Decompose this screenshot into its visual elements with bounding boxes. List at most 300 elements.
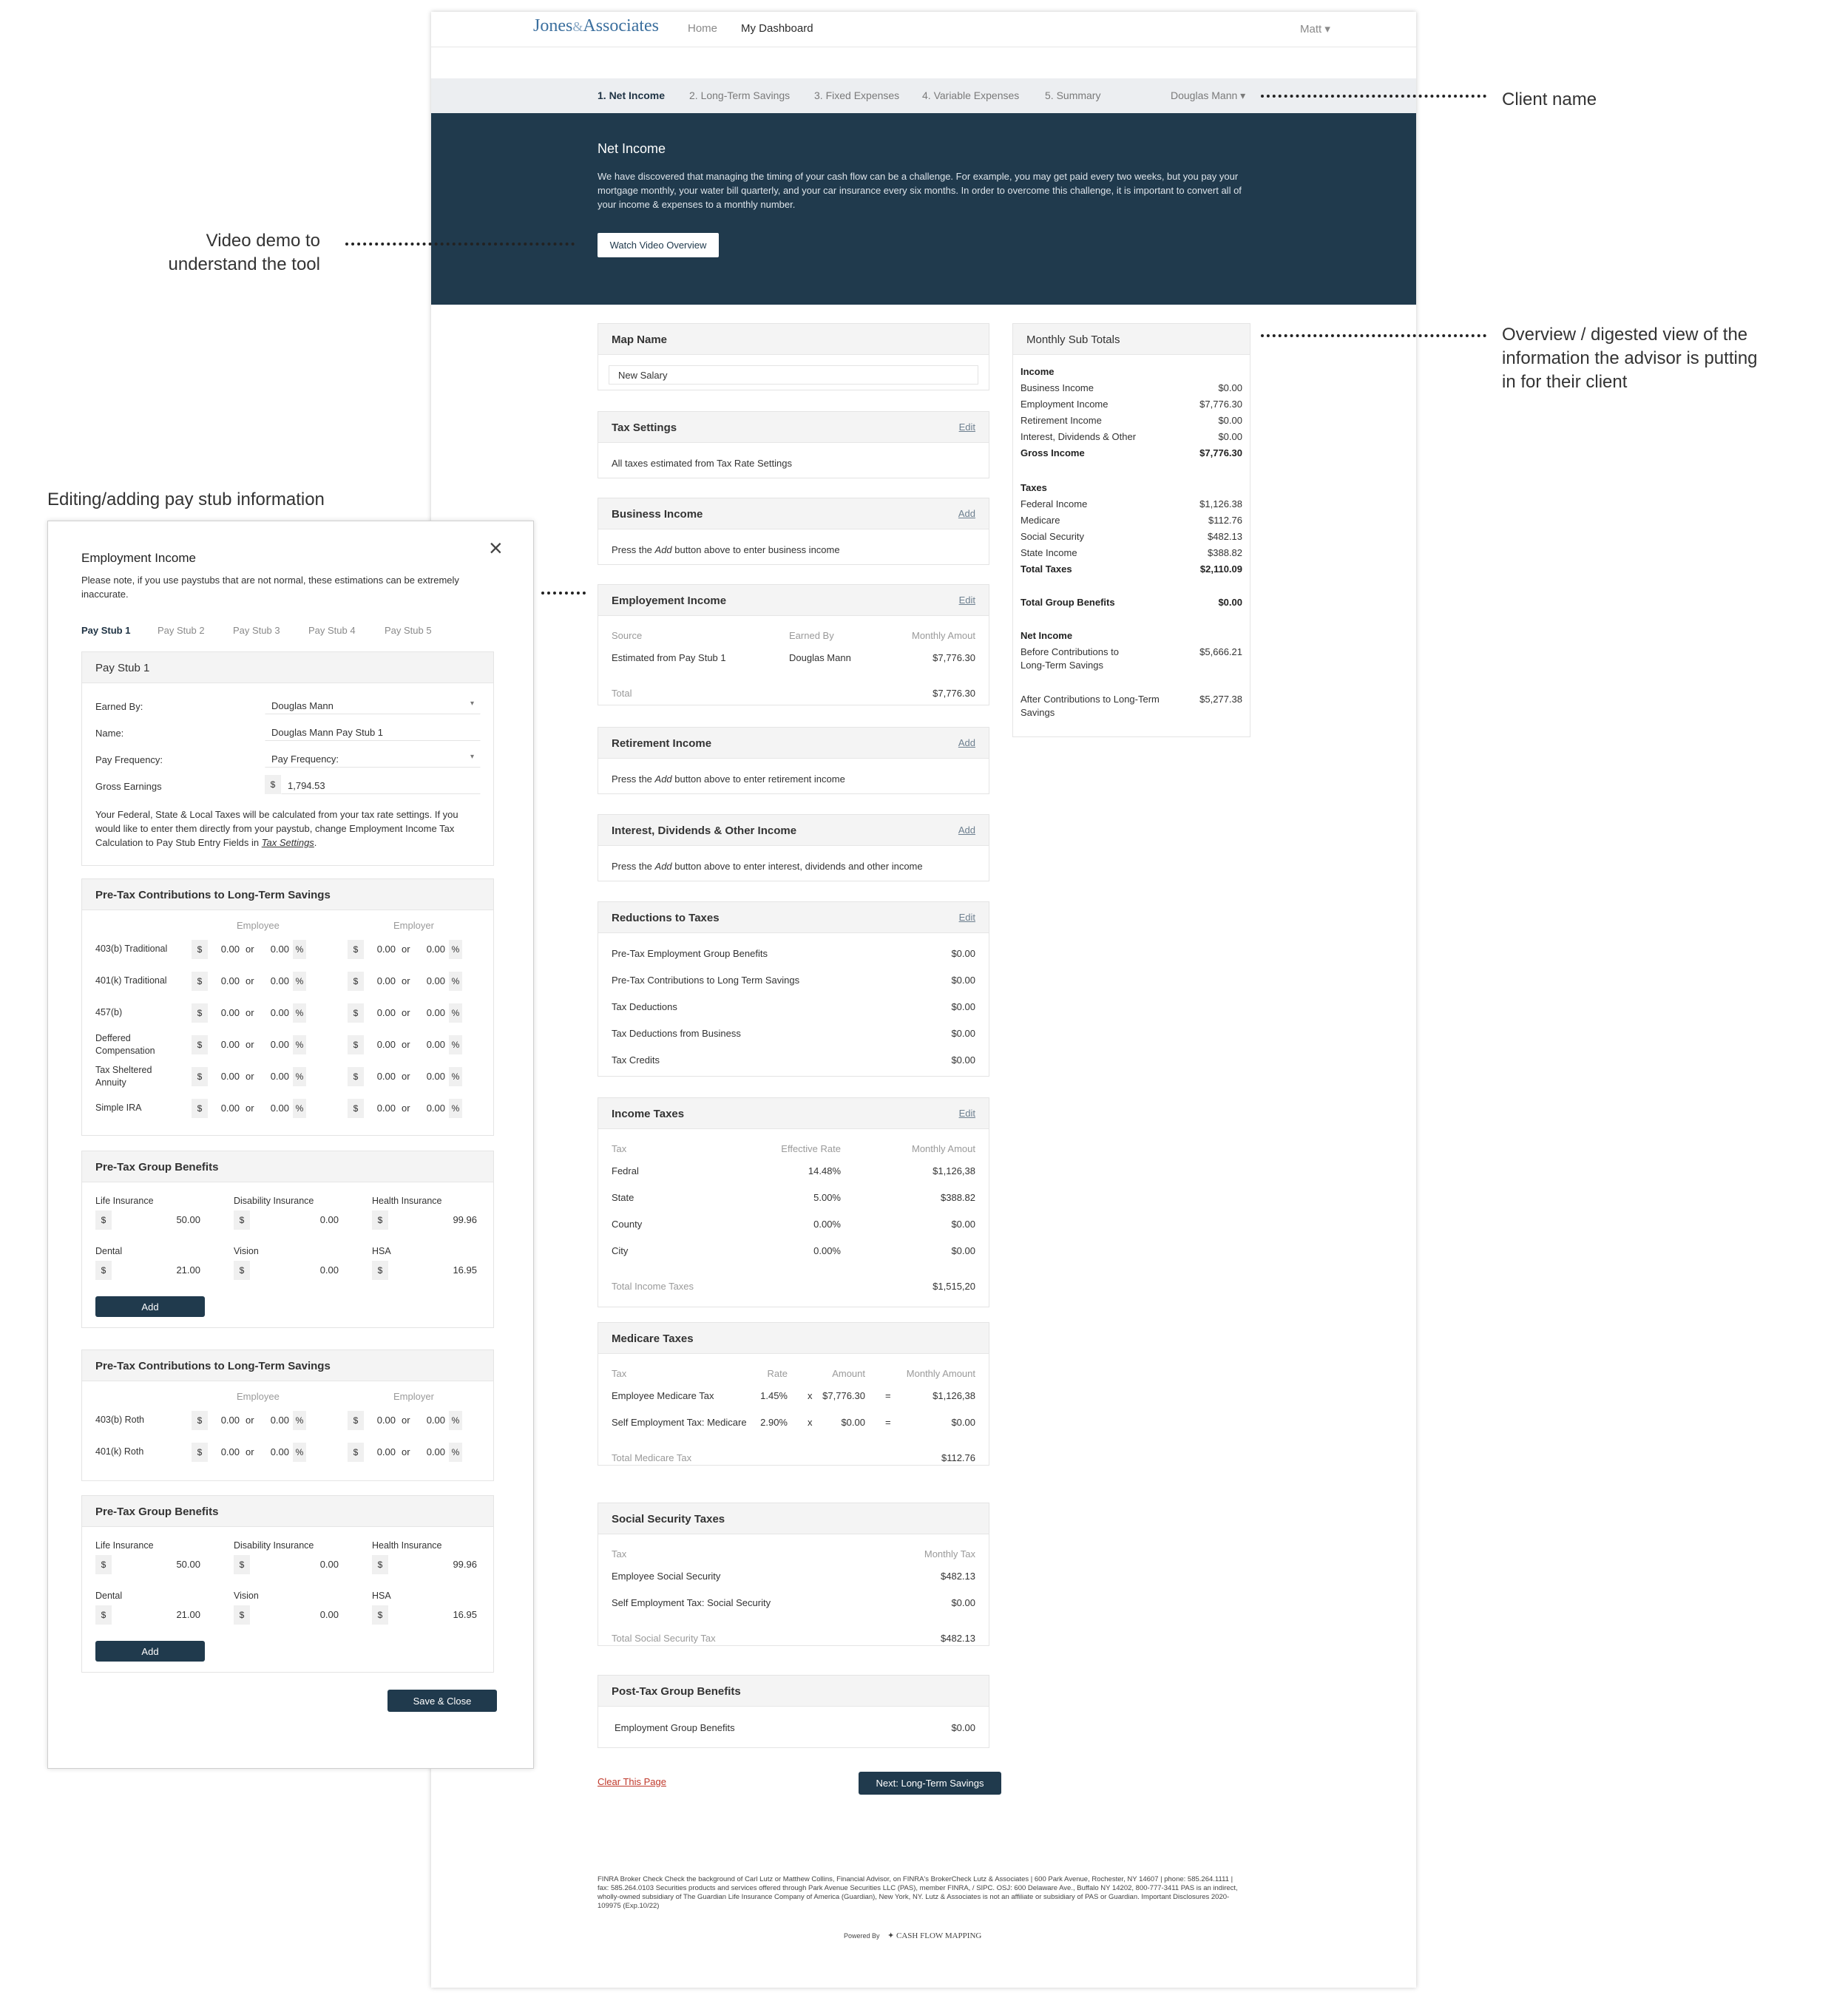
card-title: Pre-Tax Contributions to Long-Term Savings bbox=[95, 889, 331, 901]
annotation-connector bbox=[1261, 334, 1486, 337]
annotation-video: Video demo to understand the tool bbox=[168, 231, 320, 274]
top-nav bbox=[431, 12, 1416, 47]
annotation-connector bbox=[541, 592, 586, 595]
or-label: or bbox=[402, 975, 410, 986]
subtotal-label: Retirement Income bbox=[1021, 415, 1102, 426]
employer-amount-input[interactable]: 0.00 bbox=[376, 1446, 396, 1457]
card-title: Retirement Income bbox=[612, 737, 712, 750]
card-title: Reductions to Taxes bbox=[612, 912, 720, 924]
col-header: Employer bbox=[393, 1391, 434, 1402]
net-before-label: Before Contributions to bbox=[1021, 646, 1119, 657]
benefit-amount-input[interactable]: 0.00 bbox=[319, 1214, 339, 1225]
tax-settings-text: All taxes estimated from Tax Rate Settings bbox=[612, 458, 792, 469]
benefit-amount-input[interactable]: 50.00 bbox=[176, 1214, 200, 1225]
modal-title: Employment Income bbox=[81, 551, 196, 565]
percent-suffix: % bbox=[449, 1003, 462, 1023]
annotation-overview: Overview / digested view of the information the advisor is putting in for their client bbox=[1502, 325, 1758, 392]
or-label: or bbox=[402, 1103, 410, 1114]
step-variable-expenses[interactable]: 4. Variable Expenses bbox=[922, 89, 1020, 101]
dollar-prefix: $ bbox=[348, 1411, 364, 1430]
subtotal-label: Interest, Dividends & Other bbox=[1021, 431, 1137, 442]
dollar-prefix: $ bbox=[372, 1261, 388, 1280]
employer-amount-input[interactable]: 0.00 bbox=[376, 944, 396, 955]
benefit-label: Disability Insurance bbox=[234, 1196, 314, 1206]
percent-suffix: % bbox=[449, 940, 462, 959]
dollar-prefix: $ bbox=[265, 775, 281, 794]
or-label: or bbox=[246, 1071, 254, 1082]
subtotal-value: $0.00 bbox=[1218, 382, 1242, 393]
step-fixed-expenses[interactable]: 3. Fixed Expenses bbox=[814, 89, 900, 101]
or-label: or bbox=[402, 1415, 410, 1426]
or-label: or bbox=[246, 1039, 254, 1050]
annotation-connector bbox=[345, 243, 575, 245]
tax-settings-link[interactable]: Tax Settings bbox=[261, 837, 314, 848]
multiply-sign: x bbox=[808, 1390, 813, 1401]
reductions-card bbox=[598, 901, 989, 1077]
tax-amount: $1,126,38 bbox=[933, 1165, 975, 1176]
employer-amount-input[interactable]: 0.00 bbox=[376, 1039, 396, 1050]
employer-amount-input[interactable]: 0.00 bbox=[376, 975, 396, 986]
tab-pay-stub-4[interactable]: Pay Stub 4 bbox=[308, 625, 356, 636]
reduction-value: $0.00 bbox=[951, 1028, 975, 1039]
total-value: $7,776.30 bbox=[933, 688, 975, 699]
total-value: $1,515,20 bbox=[933, 1281, 975, 1292]
reduction-value: $0.00 bbox=[951, 1001, 975, 1012]
chevron-down-icon: ▾ bbox=[470, 700, 474, 708]
employee-percent-input[interactable]: 0.00 bbox=[270, 1071, 289, 1082]
employee-percent-input[interactable]: 0.00 bbox=[270, 975, 289, 986]
total-label: Total bbox=[612, 688, 632, 699]
net-before-label-2: Long-Term Savings bbox=[1021, 660, 1103, 671]
tax-calculation-note: Your Federal, State & Local Taxes will be calculated from your tax rate settings. If you would like to enter them directly from your paystub, change Employment Income Tax Calculation to Pay Stub Entry Fields in Tax Settings. bbox=[95, 809, 458, 848]
employer-percent-input[interactable]: 0.00 bbox=[426, 944, 445, 955]
or-label: or bbox=[402, 1071, 410, 1082]
total-label: Total Medicare Tax bbox=[612, 1452, 692, 1463]
benefit-amount-input[interactable]: 16.95 bbox=[453, 1264, 477, 1276]
monthly-subtotals-card bbox=[1012, 323, 1250, 737]
tax-amount: $0.00 bbox=[841, 1417, 865, 1428]
col-header: Tax bbox=[612, 1368, 627, 1379]
hero-banner bbox=[431, 113, 1416, 305]
percent-suffix: % bbox=[293, 940, 306, 959]
nav-dashboard[interactable]: My Dashboard bbox=[741, 22, 813, 35]
employment-edit-link[interactable]: Edit bbox=[958, 595, 975, 606]
business-add-link[interactable]: Add bbox=[958, 508, 975, 519]
close-icon[interactable]: × bbox=[489, 535, 503, 561]
employee-amount-input[interactable]: 0.00 bbox=[220, 975, 240, 986]
tax-rate: 1.45% bbox=[760, 1390, 788, 1401]
user-menu[interactable]: Matt ▾ bbox=[1300, 23, 1330, 35]
reduction-label: Pre-Tax Employment Group Benefits bbox=[612, 948, 768, 959]
tax-amount: $388.82 bbox=[941, 1192, 975, 1203]
tax-amount: $0.00 bbox=[951, 1219, 975, 1230]
map-name-card bbox=[598, 323, 989, 390]
total-value: $112.76 bbox=[941, 1452, 975, 1463]
col-header: Monthly Amount bbox=[906, 1368, 975, 1379]
tax-monthly: $1,126,38 bbox=[933, 1390, 975, 1401]
total-label: Total Social Security Tax bbox=[612, 1633, 716, 1644]
employee-amount-input[interactable]: 0.00 bbox=[220, 1071, 240, 1082]
card-title: Interest, Dividends & Other Income bbox=[612, 824, 797, 837]
employer-percent-input[interactable]: 0.00 bbox=[426, 1039, 445, 1050]
subtotal-label: Employment Income bbox=[1021, 399, 1109, 410]
gross-income-label: Gross Income bbox=[1021, 447, 1085, 458]
gross-earnings-input[interactable]: 1,794.53 bbox=[281, 775, 481, 794]
employee-percent-input[interactable]: 0.00 bbox=[270, 944, 289, 955]
amount-cell: $7,776.30 bbox=[933, 652, 975, 663]
employee-percent-input[interactable]: 0.00 bbox=[270, 1415, 289, 1426]
dollar-prefix: $ bbox=[234, 1210, 250, 1230]
contribution-label: Tax Sheltered bbox=[95, 1065, 152, 1075]
dollar-prefix: $ bbox=[192, 972, 208, 991]
reduction-label: Tax Credits bbox=[612, 1054, 660, 1066]
or-label: or bbox=[402, 1446, 410, 1457]
or-label: or bbox=[402, 1039, 410, 1050]
dollar-prefix: $ bbox=[192, 940, 208, 959]
pay-stub-card bbox=[81, 651, 494, 866]
annotation-connector bbox=[1261, 95, 1486, 98]
contribution-label: 457(b) bbox=[95, 1007, 123, 1017]
card-title: Medicare Taxes bbox=[612, 1332, 694, 1345]
subtotal-label: State Income bbox=[1021, 547, 1077, 558]
subtotal-value: $112.76 bbox=[1208, 515, 1242, 526]
tax-label: Self Employment Tax: Social Security bbox=[612, 1597, 771, 1608]
contribution-label: Simple IRA bbox=[95, 1103, 142, 1113]
employee-amount-input[interactable]: 0.00 bbox=[220, 1415, 240, 1426]
benefit-label: Dental bbox=[95, 1591, 123, 1601]
benefit-label: Health Insurance bbox=[372, 1540, 442, 1551]
contribution-label: 403(b) Roth bbox=[95, 1415, 145, 1425]
business-income-card bbox=[598, 498, 989, 565]
powered-by-label: Powered By bbox=[844, 1932, 880, 1940]
card-title: Pay Stub 1 bbox=[95, 662, 150, 674]
dollar-prefix: $ bbox=[95, 1605, 112, 1625]
benefit-amount-input[interactable]: 0.00 bbox=[319, 1559, 339, 1570]
dollar-prefix: $ bbox=[192, 1099, 208, 1118]
card-title: Pre-Tax Contributions to Long-Term Savings bbox=[95, 1360, 331, 1372]
card-title: Employement Income bbox=[612, 595, 727, 607]
dollar-prefix: $ bbox=[192, 1067, 208, 1086]
employee-amount-input[interactable]: 0.00 bbox=[220, 1103, 240, 1114]
percent-suffix: % bbox=[293, 1003, 306, 1023]
col-header: Employee bbox=[237, 920, 280, 931]
benefit-amount-input[interactable]: 21.00 bbox=[176, 1609, 200, 1620]
save-close-button[interactable]: Save & Close bbox=[387, 1690, 497, 1712]
tax-settings-card bbox=[598, 411, 989, 478]
dollar-prefix: $ bbox=[192, 1003, 208, 1023]
source-cell: Estimated from Pay Stub 1 bbox=[612, 652, 726, 663]
map-name-input[interactable] bbox=[609, 365, 978, 385]
col-header: Rate bbox=[767, 1368, 788, 1379]
benefit-amount-input[interactable]: 0.00 bbox=[319, 1264, 339, 1276]
client-selector[interactable]: Douglas Mann ▾ bbox=[1171, 89, 1246, 101]
dollar-prefix: $ bbox=[348, 940, 364, 959]
annotation-client-name: Client name bbox=[1502, 89, 1597, 109]
retirement-add-link[interactable]: Add bbox=[958, 737, 975, 748]
tab-pay-stub-5[interactable]: Pay Stub 5 bbox=[385, 625, 432, 636]
section-heading: Net Income bbox=[1021, 630, 1073, 641]
employee-amount-input[interactable]: 0.00 bbox=[220, 1446, 240, 1457]
earned-by-select[interactable]: Douglas Mann ▾ bbox=[265, 695, 481, 714]
field-label: Gross Earnings bbox=[95, 781, 162, 792]
percent-suffix: % bbox=[293, 1411, 306, 1430]
dollar-prefix: $ bbox=[234, 1261, 250, 1280]
dollar-prefix: $ bbox=[192, 1443, 208, 1462]
percent-suffix: % bbox=[449, 1035, 462, 1054]
pay-stub-name-input[interactable]: Douglas Mann Pay Stub 1 bbox=[265, 722, 481, 741]
section-heading: Taxes bbox=[1021, 482, 1047, 493]
contribution-label: 401(k) Traditional bbox=[95, 975, 167, 986]
benefit-label: Life Insurance bbox=[95, 1196, 154, 1206]
benefit-label: Employment Group Benefits bbox=[615, 1722, 735, 1733]
subtotal-value: $388.82 bbox=[1208, 547, 1242, 558]
field-label: Name: bbox=[95, 728, 124, 739]
or-label: or bbox=[246, 975, 254, 986]
reduction-label: Tax Deductions from Business bbox=[612, 1028, 741, 1039]
col-header: Monthly Amout bbox=[912, 630, 975, 641]
card-title: Pre-Tax Group Benefits bbox=[95, 1161, 219, 1174]
percent-suffix: % bbox=[293, 1443, 306, 1462]
income-taxes-edit-link[interactable]: Edit bbox=[958, 1108, 975, 1119]
tax-rate: 2.90% bbox=[760, 1417, 788, 1428]
multiply-sign: x bbox=[808, 1417, 813, 1428]
employer-amount-input[interactable]: 0.00 bbox=[376, 1071, 396, 1082]
employer-percent-input[interactable]: 0.00 bbox=[426, 1103, 445, 1114]
subtotal-value: $7,776.30 bbox=[1199, 399, 1242, 410]
subtotal-label: Business Income bbox=[1021, 382, 1094, 393]
percent-suffix: % bbox=[293, 1035, 306, 1054]
or-label: or bbox=[246, 1007, 254, 1018]
employee-amount-input[interactable]: 0.00 bbox=[220, 1007, 240, 1018]
chevron-down-icon: ▾ bbox=[470, 753, 474, 761]
contribution-label-2: Compensation bbox=[95, 1046, 155, 1056]
subtotal-value: $0.00 bbox=[1218, 431, 1242, 442]
percent-suffix: % bbox=[449, 1443, 462, 1462]
percent-suffix: % bbox=[449, 1067, 462, 1086]
add-benefit-button[interactable]: Add bbox=[95, 1296, 205, 1317]
brand-logo[interactable]: Jones&Associates bbox=[533, 16, 660, 35]
tab-pay-stub-2[interactable]: Pay Stub 2 bbox=[158, 625, 205, 636]
tax-amount: $0.00 bbox=[951, 1245, 975, 1256]
tax-label: City bbox=[612, 1245, 629, 1256]
col-header: Employee bbox=[237, 1391, 280, 1402]
benefit-label: HSA bbox=[372, 1591, 391, 1601]
card-title: Income Taxes bbox=[612, 1108, 685, 1120]
benefit-label: Dental bbox=[95, 1246, 123, 1256]
social-security-card bbox=[598, 1503, 989, 1646]
tax-monthly: $0.00 bbox=[951, 1417, 975, 1428]
post-tax-benefits-card bbox=[598, 1675, 989, 1748]
annotation-editing: Editing/adding pay stub information bbox=[47, 490, 325, 509]
tax-rate: 5.00% bbox=[813, 1192, 841, 1203]
dollar-prefix: $ bbox=[348, 1035, 364, 1054]
col-header: Effective Rate bbox=[781, 1143, 841, 1154]
reduction-label: Tax Deductions bbox=[612, 1001, 677, 1012]
tax-rate: 0.00% bbox=[813, 1245, 841, 1256]
tax-label: Fedral bbox=[612, 1165, 639, 1176]
business-hint: Press the Add button above to enter business income bbox=[612, 544, 840, 555]
clear-page-link[interactable]: Clear This Page bbox=[598, 1776, 666, 1787]
or-label: or bbox=[402, 1007, 410, 1018]
employer-percent-input[interactable]: 0.00 bbox=[426, 1446, 445, 1457]
section-heading: Income bbox=[1021, 366, 1055, 377]
benefit-label: Vision bbox=[234, 1591, 259, 1601]
employer-percent-input[interactable]: 0.00 bbox=[426, 1071, 445, 1082]
card-title: Map Name bbox=[612, 333, 668, 346]
dollar-prefix: $ bbox=[348, 1443, 364, 1462]
percent-suffix: % bbox=[293, 972, 306, 991]
percent-suffix: % bbox=[449, 972, 462, 991]
benefit-amount-input[interactable]: 99.96 bbox=[453, 1214, 477, 1225]
tax-settings-edit-link[interactable]: Edit bbox=[958, 421, 975, 433]
col-header: Tax bbox=[612, 1548, 627, 1559]
employer-percent-input[interactable]: 0.00 bbox=[426, 975, 445, 986]
contribution-label-2: Annuity bbox=[95, 1077, 126, 1088]
next-long-term-savings-button[interactable]: Next: Long-Term Savings bbox=[859, 1772, 1001, 1795]
dollar-prefix: $ bbox=[192, 1035, 208, 1054]
tax-rate: 0.00% bbox=[813, 1219, 841, 1230]
employer-percent-input[interactable]: 0.00 bbox=[426, 1007, 445, 1018]
tax-rate: 14.48% bbox=[808, 1165, 841, 1176]
field-label: Pay Frequency: bbox=[95, 754, 163, 765]
dollar-prefix: $ bbox=[348, 1003, 364, 1023]
or-label: or bbox=[402, 944, 410, 955]
reduction-value: $0.00 bbox=[951, 1054, 975, 1066]
watch-video-button[interactable]: Watch Video Overview bbox=[598, 233, 719, 257]
reduction-value: $0.00 bbox=[951, 948, 975, 959]
subtotal-value: $0.00 bbox=[1218, 415, 1242, 426]
powered-by bbox=[844, 1931, 981, 1940]
tax-label: Employee Social Security bbox=[612, 1571, 721, 1582]
benefit-amount-input[interactable]: 0.00 bbox=[319, 1609, 339, 1620]
benefit-label: HSA bbox=[372, 1246, 391, 1256]
group-benefits-value: $0.00 bbox=[1218, 597, 1242, 608]
step-summary[interactable]: 5. Summary bbox=[1045, 89, 1101, 101]
benefit-label: Life Insurance bbox=[95, 1540, 154, 1551]
net-after-value: $5,277.38 bbox=[1199, 694, 1242, 705]
tab-pay-stub-1[interactable]: Pay Stub 1 bbox=[81, 625, 131, 636]
modal-note: Please note, if you use paystubs that are not normal, these estimations can be extremely inaccurate. bbox=[81, 575, 459, 600]
card-title: Monthly Sub Totals bbox=[1026, 333, 1120, 346]
subtotal-label: Social Security bbox=[1021, 531, 1084, 542]
tax-monthly: $482.13 bbox=[941, 1571, 975, 1582]
dollar-prefix: $ bbox=[234, 1555, 250, 1574]
card-title: Post-Tax Group Benefits bbox=[612, 1685, 741, 1698]
gross-income-value: $7,776.30 bbox=[1199, 447, 1242, 458]
footer-disclosure: FINRA Broker Check Check the background of Carl Lutz or Matthew Collins, Financial Advisor, on FINRA's BrokerCheck Lutz & Associates | 600 Park Avenue, Rochester, NY 14607 | phone: 585.264.1111 | fax: 585.264.0103 Securities products and services offered through Park Avenue Securities LLC (PAS), member FINRA, / SIPC. OSJ: 600 Delaware Ave., Buffalo NY 14202, 800-777-3411 PAS is an indirect, wholly-owned subsidiary of The Guardian Life Insurance Company of America (Guardian), New York, NY. Lutz & Associates is not an affiliate or subsidiary of PAS or Guardian. Important Disclosures 2020-109975 (Exp.10/22) bbox=[598, 1875, 1238, 1910]
dollar-prefix: $ bbox=[95, 1210, 112, 1230]
employer-amount-input[interactable]: 0.00 bbox=[376, 1103, 396, 1114]
benefit-label: Health Insurance bbox=[372, 1196, 442, 1206]
dollar-prefix: $ bbox=[372, 1605, 388, 1625]
employee-amount-input[interactable]: 0.00 bbox=[220, 944, 240, 955]
or-label: or bbox=[246, 944, 254, 955]
col-header: Amount bbox=[832, 1368, 865, 1379]
dollar-prefix: $ bbox=[348, 1099, 364, 1118]
tax-label: Self Employment Tax: Medicare bbox=[612, 1417, 747, 1428]
employer-amount-input[interactable]: 0.00 bbox=[376, 1415, 396, 1426]
subtotal-label: Federal Income bbox=[1021, 498, 1088, 509]
add-benefit-button[interactable]: Add bbox=[95, 1641, 205, 1662]
reduction-value: $0.00 bbox=[951, 975, 975, 986]
nav-home[interactable]: Home bbox=[688, 22, 718, 35]
pretax-contributions-card bbox=[81, 878, 494, 1136]
dollar-prefix: $ bbox=[348, 1067, 364, 1086]
dollar-prefix: $ bbox=[95, 1261, 112, 1280]
pay-frequency-select[interactable]: Pay Frequency: ▾ bbox=[265, 748, 481, 768]
or-label: or bbox=[246, 1103, 254, 1114]
group-benefits-label: Total Group Benefits bbox=[1021, 597, 1115, 608]
subtotal-value: $1,126.38 bbox=[1199, 498, 1242, 509]
contribution-label: 401(k) Roth bbox=[95, 1446, 144, 1457]
dollar-prefix: $ bbox=[234, 1605, 250, 1625]
step-net-income[interactable]: 1. Net Income bbox=[598, 89, 666, 101]
tab-pay-stub-3[interactable]: Pay Stub 3 bbox=[233, 625, 280, 636]
subtotal-value: $482.13 bbox=[1208, 531, 1242, 542]
dollar-prefix: $ bbox=[372, 1210, 388, 1230]
dollar-prefix: $ bbox=[348, 972, 364, 991]
employee-percent-input[interactable]: 0.00 bbox=[270, 1039, 289, 1050]
tax-label: Employee Medicare Tax bbox=[612, 1390, 714, 1401]
benefit-amount-input[interactable]: 21.00 bbox=[176, 1264, 200, 1276]
hero-title: Net Income bbox=[598, 141, 666, 156]
total-taxes-label: Total Taxes bbox=[1021, 563, 1072, 575]
benefit-label: Vision bbox=[234, 1246, 259, 1256]
equals-sign: = bbox=[885, 1417, 891, 1428]
medicare-taxes-card bbox=[598, 1322, 989, 1466]
employee-amount-input[interactable]: 0.00 bbox=[220, 1039, 240, 1050]
dollar-prefix: $ bbox=[192, 1411, 208, 1430]
group-benefits-card bbox=[81, 1151, 494, 1328]
employer-amount-input[interactable]: 0.00 bbox=[376, 1007, 396, 1018]
percent-suffix: % bbox=[293, 1067, 306, 1086]
employee-percent-input[interactable]: 0.00 bbox=[270, 1007, 289, 1018]
earned-by-cell: Douglas Mann bbox=[789, 652, 851, 663]
interest-hint: Press the Add button above to enter interest, dividends and other income bbox=[612, 861, 923, 872]
benefit-amount-input[interactable]: 16.95 bbox=[453, 1609, 477, 1620]
group-benefits-card-2 bbox=[81, 1495, 494, 1673]
col-header: Earned By bbox=[789, 630, 834, 641]
benefit-amount-input[interactable]: 50.00 bbox=[176, 1559, 200, 1570]
dollar-prefix: $ bbox=[372, 1555, 388, 1574]
col-header: Monthly Tax bbox=[924, 1548, 975, 1559]
employment-income-modal bbox=[47, 521, 534, 1769]
subtotal-label: Medicare bbox=[1021, 515, 1060, 526]
net-after-label: After Contributions to Long-Term bbox=[1021, 694, 1160, 705]
card-title: Tax Settings bbox=[612, 421, 677, 434]
percent-suffix: % bbox=[449, 1099, 462, 1118]
contribution-label: Deffered bbox=[95, 1033, 131, 1043]
income-taxes-card bbox=[598, 1097, 989, 1307]
contribution-label: 403(b) Traditional bbox=[95, 944, 168, 954]
percent-suffix: % bbox=[293, 1099, 306, 1118]
card-title: Pre-Tax Group Benefits bbox=[95, 1506, 219, 1518]
interest-income-card bbox=[598, 814, 989, 881]
benefit-label: Disability Insurance bbox=[234, 1540, 314, 1551]
tax-label: County bbox=[612, 1219, 643, 1230]
employment-income-card bbox=[598, 584, 989, 705]
benefit-amount-input[interactable]: 99.96 bbox=[453, 1559, 477, 1570]
retirement-hint: Press the Add button above to enter retirement income bbox=[612, 773, 845, 785]
employee-percent-input[interactable]: 0.00 bbox=[270, 1103, 289, 1114]
net-before-value: $5,666.21 bbox=[1199, 646, 1242, 657]
hero-text: We have discovered that managing the timing of your cash flow can be a challenge. For example, you may get paid every two weeks, but you pay your mortgage monthly, your water bill quarterly, and your car insurance every six months. In order to overcome this challenge, it is important to convert all of your income & expenses to a monthly number. bbox=[598, 171, 1242, 210]
reductions-edit-link[interactable]: Edit bbox=[958, 912, 975, 923]
step-long-term-savings[interactable]: 2. Long-Term Savings bbox=[689, 89, 791, 101]
interest-add-link[interactable]: Add bbox=[958, 824, 975, 836]
employer-percent-input[interactable]: 0.00 bbox=[426, 1415, 445, 1426]
employee-percent-input[interactable]: 0.00 bbox=[270, 1446, 289, 1457]
